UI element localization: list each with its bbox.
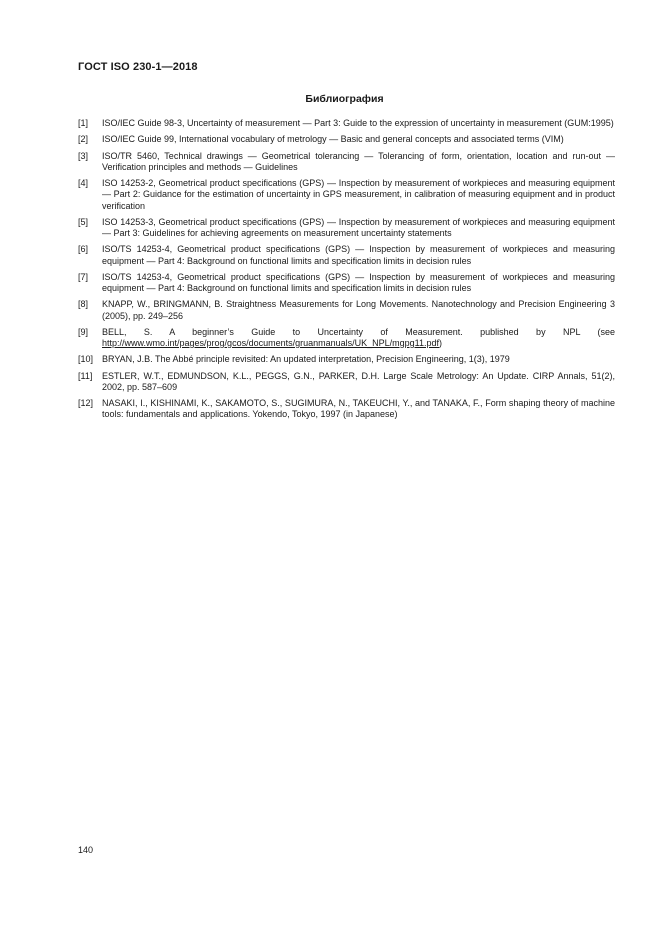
entry-number: [1] [78,118,89,128]
bibliography-entry [78,244,615,266]
entry-number: [10] [78,354,94,365]
bibliography-entry [78,272,615,294]
entry-text-before: BELL, S. A beginner’s Guide to Uncertainty of Measurement. published by NPL (see [102,326,615,337]
entry-text: ESTLER, W.T., EDMUNDSON, K.L., PEGGS, G.N., PARKER, D.H. Large Scale Metrology: An Update. CIRP Annals, 51(2), 2002, pp. 587–609 [102,370,615,392]
bibliography-entry [78,354,615,365]
bibliography-entry [78,398,615,420]
bibliography-entry [78,327,615,349]
entry-number: [8] [78,299,89,310]
entry-number: [9] [78,326,89,337]
bibliography-entry [78,134,615,145]
entry-number: [7] [78,271,89,282]
entry-text: ISO/IEC Guide 98-3, Uncertainty of measurement — Part 3: Guide to the expression of uncertainty in measurement (GUM:1995) [102,118,614,128]
entry-number: [12] [78,398,94,409]
bibliography-entry [78,371,615,393]
entry-number: [11] [78,370,93,381]
entry-text-after: ) [439,338,443,348]
bibliography-list [78,118,615,426]
entry-text: ISO/TR 5460, Technical drawings — Geometrical tolerancing — Tolerancing of form, orientation, location and run-out — Verification principles and methods — Guidelines [102,150,615,172]
entry-text: ISO 14253-3, Geometrical product specifications (GPS) — Inspection by measurement of workpieces and measuring equipment — Part 3: Guidelines for achieving agreements on measurement uncertainty statements [102,216,615,238]
entry-text: ISO 14253-2, Geometrical product specifications (GPS) — Inspection by measurement of workpieces and measuring equipment — Part 2: Guidance for the estimation of uncertainty in GPS measurement, in calibration of measuring equipment and in product verification [102,178,615,211]
entry-number: [3] [78,150,89,161]
entry-number: [2] [78,134,89,145]
entry-text: ISO/IEC Guide 99, International vocabulary of metrology — Basic and general concepts and associated terms (VIM) [102,134,564,145]
entry-text [102,327,615,349]
entry-text: KNAPP, W., BRINGMANN, B. Straightness Measurements for Long Movements. Nanotechnology and Precision Engineering 3 (2005), pp. 249–256 [102,299,615,321]
entry-text: NASAKI, I., KISHINAMI, K., SAKAMOTO, S., SUGIMURA, N., TAKEUCHI, Y., and TANAKA, F., Form shaping theory of machine tools: fundamentals and applications. Yokendo, Tokyo, 1997 (in Japanese) [102,398,615,420]
entry-number: [4] [78,178,89,189]
entry-number: [5] [78,216,89,227]
bibliography-entry [78,178,615,212]
bibliography-entry [78,217,615,239]
entry-text: ISO/TS 14253-4, Geometrical product specifications (GPS) — Inspection by measurement of workpieces and measuring equipment — Part 4: Background on functional limits and specification limits in decision rules [102,271,615,293]
bibliography-title: Библиография [305,93,384,105]
bibliography-entry [78,151,615,173]
document-header: ГОСТ ISO 230-1—2018 [78,61,198,73]
npl-guide-link[interactable]: http://www.wmo.int/pages/prog/gcos/documents/gruanmanuals/UK_NPL/mgpg11.pdf [102,338,440,348]
entry-text: BRYAN, J.B. The Abbé principle revisited: An updated interpretation, Precision Engineering, 1(3), 1979 [102,354,510,365]
bibliography-entry [78,299,615,321]
entry-number: [6] [78,244,89,255]
entry-text: ISO/TS 14253-4, Geometrical product specifications (GPS) — Inspection by measurement of workpieces and measuring equipment — Part 4: Background on functional limits and specification limits in decision rules [102,244,615,266]
page-number: 140 [78,845,94,855]
bibliography-entry [78,118,615,129]
